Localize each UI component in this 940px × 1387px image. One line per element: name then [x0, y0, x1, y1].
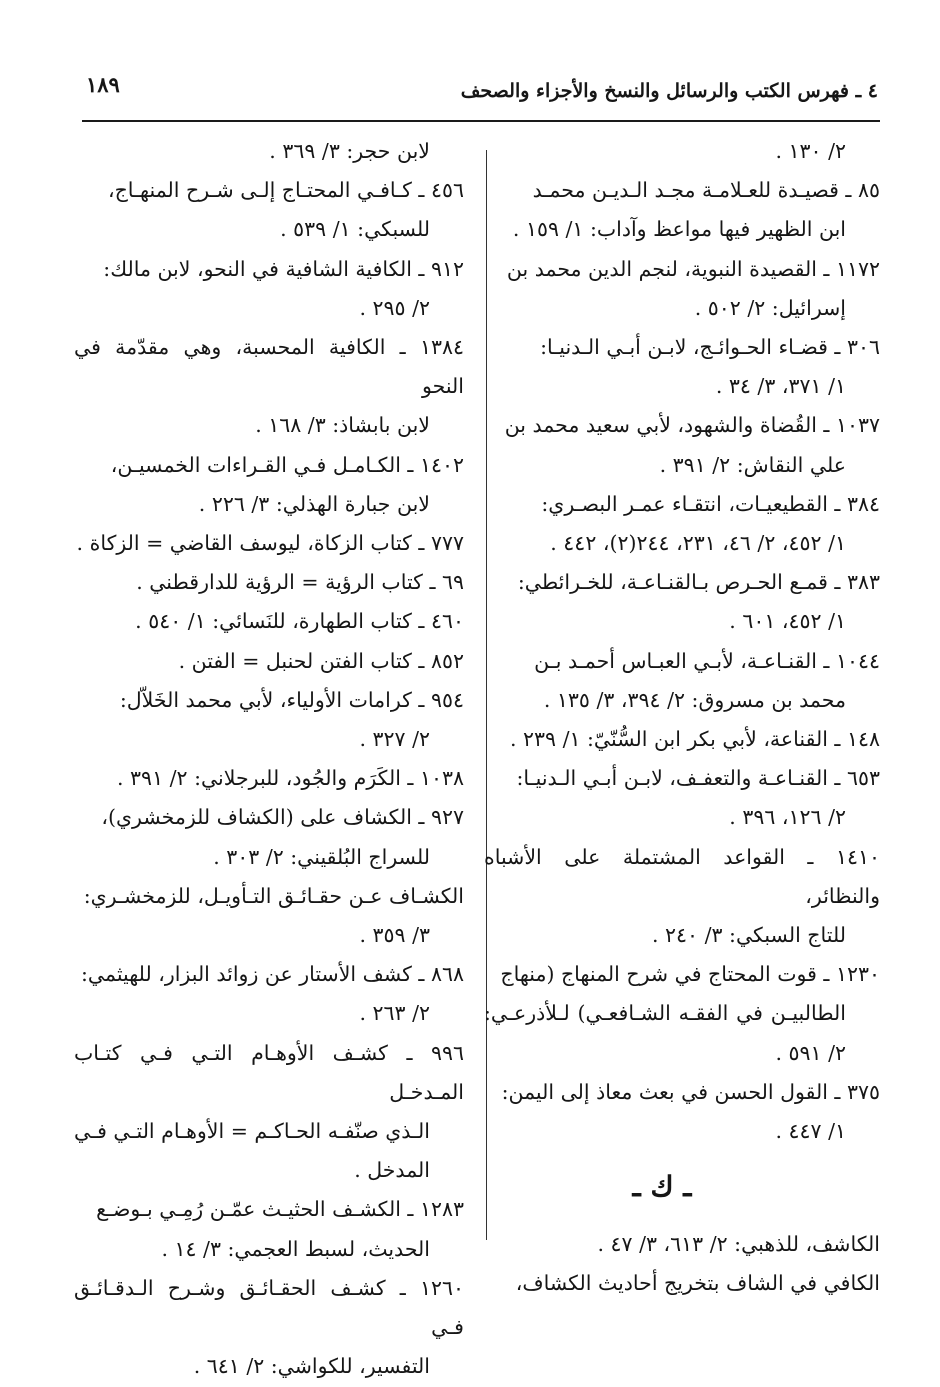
entry-title: ١٢٨٣ ـ الكشـف الحثيـث عمّـن رُمِـي بـوضـع	[96, 1197, 464, 1222]
entry-title: ٣٨٣ ـ قمـع الحـرص بـالقنـاعـة، للخـرائطي:	[517, 570, 880, 595]
entry-title: ٣٧٥ ـ القول الحسن في بعث معاذ إلى اليمن:	[501, 1079, 880, 1104]
entry-title: الكافي في الشاف بتخريج أحاديث الكشاف،	[515, 1271, 880, 1296]
entry-title: ٦٩ ـ كتاب الرؤية = الرؤية للدارقطني .	[136, 570, 464, 595]
entry-continuation: لابن حجر: ٣/ ٣٦٩ .	[269, 139, 430, 163]
entry-continuation: للسراج البُلقيني: ٢/ ٣٠٣ .	[213, 844, 430, 869]
entry-continuation: لابن جبارة الهذلي: ٣/ ٢٢٦ .	[198, 491, 430, 516]
entry-title: ٧٧٧ ـ كتاب الزكاة، ليوسف القاضي = الزكاة .	[76, 531, 464, 556]
index-entry	[484, 1225, 880, 1264]
index-entry	[484, 1073, 880, 1151]
entry-title: ٦٥٣ ـ القنـاعـة والتعفـف، لابـن أبـي الـدنيـا:	[516, 766, 880, 791]
index-entry	[74, 250, 464, 328]
entry-title: ١١٧٢ ـ القصيدة النبوية، لنجم الدين محمد بن	[506, 256, 880, 281]
entry-continuation: محمد بن مسروق: ٢/ ٣٩٤، ٣/ ١٣٥ .	[543, 687, 846, 712]
entry-title: ٤٥٦ ـ كـافـي المحتـاج إلـى شـرح المنهـاج،	[107, 178, 464, 203]
entry-title: ١٢٦٠ ـ كشـف الحقـائـق وشـرح الـدقـائـق فـي	[74, 1275, 464, 1340]
entry-continuation: علي النقاش: ٢/ ٣٩١ .	[659, 452, 846, 477]
left-column	[74, 132, 464, 1387]
index-entry	[484, 759, 880, 837]
index-entry	[484, 1264, 880, 1303]
entry-continuation: ٢/ ٣٢٧ .	[359, 727, 430, 752]
index-entry	[74, 1190, 464, 1268]
entry-title: ١٠٤٤ ـ القنـاعـة، لأبـي العبـاس أحمـد بـن	[534, 648, 880, 673]
entry-continuation: ١/ ٣٧١، ٣/ ٣٤ .	[715, 374, 846, 399]
entry-title: ١٤٠٢ ـ الكـامـل فـي القـراءات الخمسيـن،	[110, 452, 464, 477]
entry-title: ٨٥ ـ قصيـدة للعـلامـة مجـد الـديـن محمـد	[532, 178, 880, 203]
entry-title: ٩١٢ ـ الكافية الشافية في النحو، لابن مالك:	[103, 256, 464, 281]
entry-continuation: الطالبيـن في الفقـه الشـافعـي) لـلأذرعـي: ٢/ ٥٩١ .	[484, 1001, 846, 1065]
right-entry-list-after-heading	[484, 1225, 880, 1303]
entry-title: ٨٥٢ ـ كتاب الفتن لحنبل = الفتن .	[178, 648, 464, 673]
entry-title: ١٤٨ ـ القناعة، لأبي بكر ابن السُّنّيّ: ١/ ٢٣٩ .	[509, 727, 880, 752]
entry-title: ٣٠٦ ـ قضـاء الحـوائـج، لابـن أبـي الـدنيـا:	[540, 335, 880, 360]
entry-continuation: ١/ ٤٥٢، ٦٠١ .	[729, 609, 846, 634]
index-entry	[74, 446, 464, 524]
entry-title: ١٢٣٠ ـ قوت المحتاج في شرح المنهاج (منهاج	[500, 962, 880, 987]
entry-title: ١٠٣٧ ـ القُضاة والشهود، لأبي سعيد محمد بن	[504, 413, 880, 438]
index-entry	[74, 563, 464, 602]
index-entry	[74, 877, 464, 955]
index-entry	[484, 328, 880, 406]
index-entry	[484, 642, 880, 720]
entry-continuation: ١/ ٤٤٧ .	[775, 1119, 846, 1144]
entry-continuation: ٣/ ٣٥٩ .	[359, 923, 430, 948]
index-entry	[484, 955, 880, 1073]
entry-continuation: ٢/ ٢٩٥ .	[359, 295, 430, 320]
entry-title: ١٤١٠ ـ القواعد المشتملة على الأشباه والنظائر،	[484, 844, 880, 908]
entry-continuation: ٢/ ١٢٦، ٣٩٦ .	[729, 805, 846, 830]
entry-continuation: إسرائيل: ٢/ ٥٠٢ .	[694, 295, 846, 320]
entry-continuation: ابن الظهير فيها مواعظ وآداب: ١/ ١٥٩ .	[512, 217, 846, 242]
index-entry	[74, 642, 464, 681]
index-entry	[74, 681, 464, 759]
index-entry	[484, 406, 880, 484]
entry-continuation: لابن بابشاذ: ٣/ ١٦٨ .	[255, 413, 430, 438]
page-number: ١٨٩	[86, 72, 120, 97]
entry-continuation: الحديث، لسبط العجمي: ٣/ ١٤ .	[161, 1236, 430, 1261]
entry-title: ٣٨٤ ـ القطيعيـات، انتقـاء عمـر البصـري:	[541, 491, 880, 516]
entry-title: الكاشف، للذهبي: ٢/ ٦١٣، ٣/ ٤٧ .	[597, 1232, 880, 1257]
index-entry	[484, 563, 880, 641]
index-entry	[484, 720, 880, 759]
index-entry	[74, 1269, 464, 1387]
entry-continuation: ١/ ٤٥٢، ٢/ ٤٦، ٢٣١، ٢٤٤(٢)، ٤٤٢ .	[550, 531, 846, 556]
entry-title: ٨٦٨ ـ كشف الأستار عن زوائد البزار، للهيثمي:	[81, 962, 464, 987]
index-entry	[74, 328, 464, 446]
index-entry	[484, 485, 880, 563]
entry-title: ٩٥٤ ـ كرامات الأولياء، لأبي محمد الخَلاّل:	[119, 687, 464, 712]
entry-title: الكشـاف عـن حقـائـق التـأويـل، للزمخشـري:	[83, 883, 464, 908]
index-entry	[74, 955, 464, 1033]
entry-title: ١٣٨٤ ـ الكافية المحسبة، وهي مقدّمة في النحو	[74, 335, 464, 399]
index-entry	[484, 171, 880, 249]
header-rule	[82, 120, 880, 122]
index-entry	[74, 1034, 464, 1191]
entry-continuation: للسبكي: ١/ ٥٣٩ .	[280, 217, 430, 242]
entry-title: ١٠٣٨ ـ الكَرَم والجُود، للبرجلاني: ٢/ ٣٩١ .	[117, 766, 464, 791]
index-entry	[484, 250, 880, 328]
entry-continuation: ٢/ ١٣٠ .	[775, 139, 846, 163]
left-entry-list	[74, 132, 464, 1387]
index-entry	[74, 171, 464, 249]
index-entry	[74, 524, 464, 563]
index-entry	[484, 838, 880, 956]
index-entry	[484, 132, 880, 171]
running-title: ٤ ـ فهرس الكتب والرسائل والنسخ والأجزاء والصحف	[460, 80, 878, 102]
entry-continuation: ٢/ ٢٦٣ .	[359, 1001, 430, 1026]
index-entry	[74, 602, 464, 641]
entry-title: ٩٢٧ ـ الكشاف على (الكشاف للزمخشري)،	[101, 805, 464, 830]
index-entry	[74, 132, 464, 171]
entry-continuation: الـذي صنّفـه الحـاكـم = الأوهـام التـي فـي المدخل .	[74, 1119, 430, 1183]
index-entry	[74, 759, 464, 798]
entry-continuation: للتاج السبكي: ٣/ ٢٤٠ .	[651, 923, 846, 948]
section-heading-kaf: ـ ك ـ	[632, 1170, 692, 1204]
index-entry	[74, 798, 464, 876]
entry-continuation: التفسير، للكواشي: ٢/ ٦٤١ .	[193, 1354, 430, 1379]
right-column	[484, 132, 880, 1304]
entry-title: ٩٩٦ ـ كشـف الأوهـام التـي فـي كتـاب المـدخـل	[74, 1040, 464, 1104]
right-entry-list	[484, 132, 880, 1151]
entry-title: ٤٦٠ ـ كتاب الطهارة، للنَسائي: ١/ ٥٤٠ .	[135, 609, 464, 634]
